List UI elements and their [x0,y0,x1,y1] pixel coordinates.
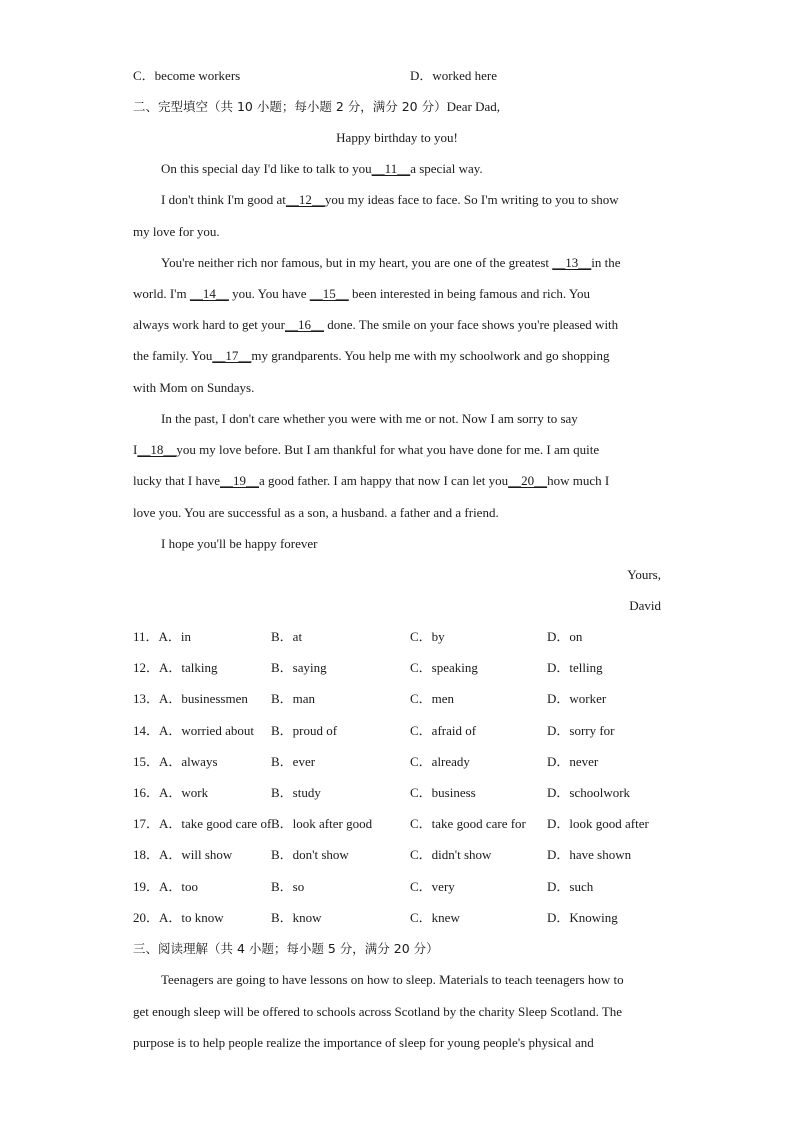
option-a[interactable] [133,910,224,926]
option-text: B．proud of [271,722,338,738]
option-text: A．work [159,785,209,800]
option-d[interactable] [547,691,606,707]
option-text: D．sorry for [547,722,615,738]
option-text: D．never [547,753,599,769]
option-c[interactable] [410,660,478,676]
option-b[interactable] [271,754,315,770]
option-c[interactable] [410,816,526,832]
letter-paragraph-line: always work hard to get your__16__ done. The smile on your face shows you're pleased with [133,317,619,332]
option-a[interactable] [133,816,271,832]
letter-paragraph-line: love you. You are successful as a son, a husband. a father and a friend. [133,505,499,520]
option-text: A．will show [159,847,233,863]
option-text: D．have shown [547,847,632,863]
section2-heading: 二、完型填空（共 10 小题；每小题 2 分，满分 20 分） [133,99,447,114]
letter-paragraph-line: I__18__you my love before. But I am thankful for what you have done for me. I am quite [133,442,600,457]
option-text: B．saying [271,660,327,676]
letter-closing: Yours, [627,567,661,582]
letter-signature: David [629,598,661,613]
letter-paragraph-line: the family. You__17__my grandparents. You help me with my schoolwork and go shopping [133,348,610,363]
option-a[interactable] [133,691,248,707]
blank-18: __18__ [137,442,177,457]
option-text: C．speaking [410,660,478,676]
option-c[interactable] [410,691,454,707]
blank-17: __17__ [212,348,252,363]
option-text: C．men [410,691,455,707]
option-d[interactable] [547,816,649,832]
option-text: B．so [271,878,305,894]
option-text: A．in [158,629,192,644]
option-d[interactable] [547,785,630,801]
letter-paragraph-line: On this special day I'd like to talk to you__11__a special way. [161,161,483,176]
reading-paragraph-line: get enough sleep will be offered to schools across Scotland by the charity Sleep Scotland. The [133,1004,623,1019]
question-number: 15． [133,753,160,769]
question-number: 19． [133,878,160,894]
option-b[interactable] [271,879,304,895]
option-c[interactable] [410,910,460,926]
section3-heading: 三、阅读理解（共 4 小题；每小题 5 分，满分 20 分） [133,941,439,956]
letter-greeting: Happy birthday to you! [336,130,458,145]
option-text: C．very [410,878,455,894]
option-b[interactable] [271,691,315,707]
option-text: B．ever [271,753,316,769]
option-text: B．don't show [271,847,349,863]
option-text: D．Knowing [547,909,618,925]
option-text: C．didn't show [410,847,492,863]
option-text: C．take good care for [410,816,526,832]
question-number: 17． [133,816,160,832]
question-number: 11． [133,629,159,644]
blank-15: __15__ [309,286,349,301]
option-d[interactable] [547,660,603,676]
option-a[interactable] [133,723,254,739]
option-c[interactable] [410,847,491,863]
question-number: 16． [133,785,160,800]
blank-19: __19__ [220,473,259,488]
option-a[interactable] [133,660,218,676]
option-text: B．man [271,691,316,707]
option-b[interactable] [271,847,349,863]
letter-paragraph-line: world. I'm __14__ you. You have __15__ been interested in being famous and rich. You [133,286,590,301]
option-c[interactable] [410,754,470,770]
letter-paragraph-line: my love for you. [133,224,220,239]
option-text: D．such [547,878,594,894]
option-text: A．businessmen [159,691,248,707]
option-d[interactable] [547,847,631,863]
option-c[interactable] [410,785,476,801]
reading-paragraph-line: purpose is to help people realize the importance of sleep for young people's physical and [133,1035,594,1050]
option-text: D．telling [547,660,603,676]
option-a[interactable] [133,629,191,645]
blank-11: __11__ [371,161,411,176]
option-text: A．to know [159,909,224,925]
option-text: C．afraid of [410,722,477,738]
option-b[interactable] [271,723,337,739]
option-text: C．already [410,753,470,769]
option-text: D．worker [547,691,607,707]
option-d[interactable] [547,723,615,739]
option-a[interactable] [133,754,218,770]
option-a[interactable] [133,879,198,895]
option-text: C．by [410,629,445,644]
blank-12: __12__ [285,192,325,207]
option-text: B．know [271,909,322,925]
option-c: C．become workers [133,68,241,83]
question-number: 20． [133,909,160,925]
option-text: B．look after good [271,816,373,832]
option-text: A．always [159,753,218,769]
option-b[interactable] [271,785,321,801]
letter-paragraph-line: with Mom on Sundays. [133,380,255,395]
letter-salutation: Dear Dad, [446,99,501,114]
option-d: D．worked here [410,68,497,83]
option-a[interactable] [133,847,232,863]
option-d[interactable] [547,754,598,770]
option-b[interactable] [271,910,322,926]
letter-paragraph-line: In the past, I don't care whether you were with me or not. Now I am sorry to say [161,411,578,426]
option-text: D．schoolwork [547,785,631,800]
question-number: 13． [133,691,160,707]
option-text: D．look good after [547,816,649,832]
blank-16: __16__ [285,317,324,332]
blank-20: __20__ [508,473,548,488]
option-text: A．talking [159,660,218,676]
option-text: B．at [271,629,303,644]
option-c[interactable] [410,723,476,739]
letter-paragraph-line: You're neither rich nor famous, but in my heart, you are one of the greatest __13__in the [161,255,621,270]
option-text: A．too [159,878,199,894]
option-text: D．on [547,629,583,644]
question-number: 12． [133,660,160,676]
question-number: 14． [133,722,160,738]
question-number: 18． [133,847,160,863]
option-text: B．study [271,785,321,800]
option-c[interactable] [410,879,455,895]
option-text: A．take good care of [159,816,272,832]
section2-heading-line [133,99,500,115]
option-text: A．worried about [159,722,254,738]
option-text: C．knew [410,909,460,925]
option-text: C．business [410,785,476,800]
option-d[interactable] [547,629,582,645]
reading-paragraph-line: Teenagers are going to have lessons on how to sleep. Materials to teach teenagers how to [161,972,624,987]
letter-paragraph-line: I hope you'll be happy forever [161,536,318,551]
blank-13: __13__ [552,255,592,270]
letter-paragraph-line: lucky that I have__19__a good father. I am happy that now I can let you__20__how much I [133,473,610,488]
letter-paragraph-line: I don't think I'm good at__12__you my ideas face to face. So I'm writing to you to show [161,192,619,207]
option-b[interactable] [271,816,372,832]
blank-14: __14__ [189,286,229,301]
option-c[interactable] [410,629,445,645]
option-d[interactable] [547,910,618,926]
prev-question-options [133,68,497,84]
option-b[interactable] [271,629,302,645]
option-a[interactable] [133,785,208,801]
option-b[interactable] [271,660,327,676]
option-d[interactable] [547,879,593,895]
